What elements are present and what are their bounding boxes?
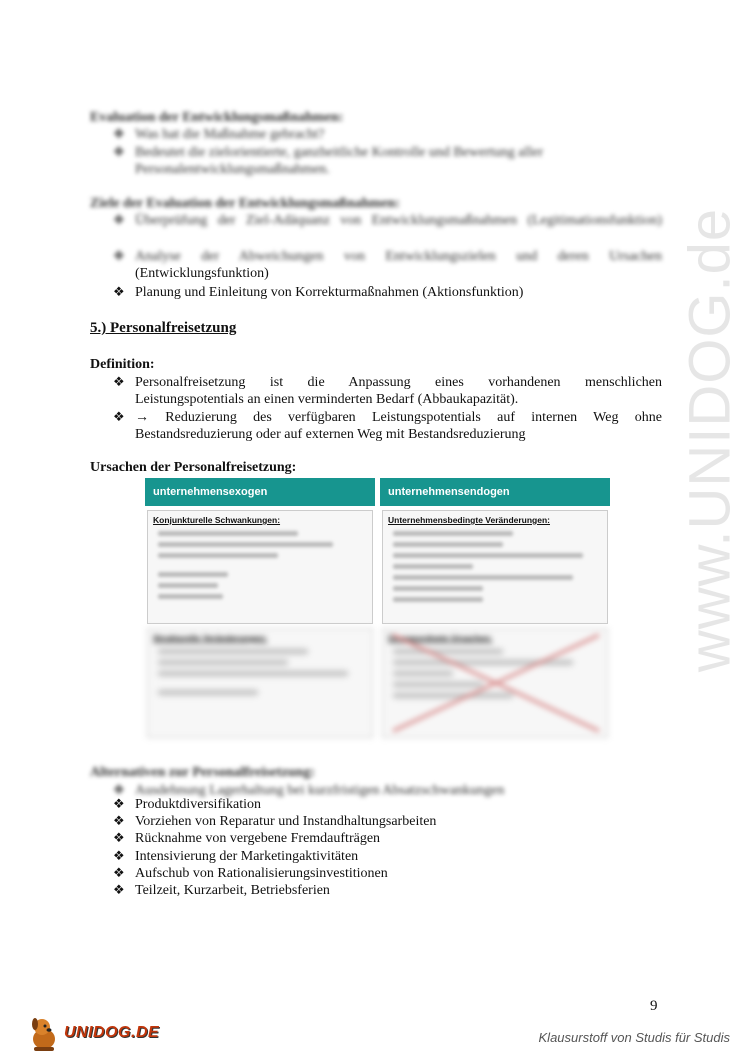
box-title: Unternehmensbedingte Veränderungen:	[388, 515, 550, 525]
exogenous-column	[145, 478, 375, 740]
bullet-icon: ❖	[113, 865, 125, 880]
blurred-item: Was hat die Maßnahme gebracht?	[135, 127, 325, 142]
watermark: www.UNIDOG.de	[677, 207, 743, 673]
definition-line: Bestandsreduzierung oder auf externen Weg mit Bestandsreduzierung	[135, 427, 526, 442]
definition-line: → Reduzierung des verfügbaren Leistungspotentials auf internen Weg ohne	[135, 410, 662, 425]
box-title: Übergeordnete Ursachen:	[388, 633, 493, 643]
cross-out-mark	[383, 629, 609, 737]
bullet-icon: ❖	[113, 830, 125, 845]
bullet-icon: ❖	[113, 882, 125, 897]
tab-exogenous: unternehmensexogen	[145, 478, 375, 506]
box-company-changes	[382, 510, 608, 624]
bullet-icon: ❖	[113, 144, 125, 159]
box-cyclical	[147, 510, 373, 624]
endogenous-column	[380, 478, 610, 740]
bullet-icon: ❖	[113, 813, 125, 828]
bullet-icon: ❖	[113, 782, 125, 797]
bullet-icon: ❖	[113, 248, 125, 263]
blurred-heading-evaluation: Evaluation der Entwicklungsmaßnahmen:	[90, 110, 344, 125]
list-item: Produktdiversifikation	[135, 797, 261, 812]
list-item: Rücknahme von vergebene Fremdaufträgen	[135, 831, 381, 846]
tab-endogenous: unternehmensendogen	[380, 478, 610, 506]
box-title: Strukturelle Veränderungen:	[153, 633, 268, 643]
definition-line: Leistungspotentials an einen verminderten Bedarf (Abbaukapazität).	[135, 392, 519, 407]
blurred-item: Analyse der Abweichungen von Entwicklungszielen und deren Ursachen	[135, 249, 662, 264]
box-title: Konjunkturelle Schwankungen:	[153, 515, 281, 525]
list-item: Intensivierung der Marketingaktivitäten	[135, 849, 359, 864]
blurred-heading-goals: Ziele der Evaluation der Entwicklungsmaßnahmen:	[90, 196, 400, 211]
bullet-icon: ❖	[113, 126, 125, 141]
blurred-heading-alternatives: Alternativen zur Personalfreisetzung:	[90, 765, 315, 780]
continuation-text: (Entwicklungsfunktion)	[135, 266, 269, 281]
causes-figure	[145, 478, 610, 740]
page-number: 9	[650, 998, 658, 1014]
bullet-icon: ❖	[113, 796, 125, 811]
logo-text: UNIDOG.DE	[64, 1024, 160, 1041]
unidog-logo	[26, 1015, 160, 1053]
causes-heading: Ursachen der Personalfreisetzung:	[90, 460, 297, 475]
bullet-icon: ❖	[113, 284, 125, 299]
footer-tagline: Klausurstoff von Studis für Studis	[538, 1030, 730, 1045]
definition-heading: Definition:	[90, 357, 155, 372]
box-crossed-out	[382, 628, 608, 738]
list-item: Planung und Einleitung von Korrekturmaßnahmen (Aktionsfunktion)	[135, 285, 524, 300]
blurred-item: Überprüfung der Ziel-Adäquanz von Entwicklungsmaßnahmen (Legitimationsfunktion)	[135, 213, 662, 228]
definition-line: Personalfreisetzung ist die Anpassung eines vorhandenen menschlichen	[135, 375, 662, 390]
bullet-icon: ❖	[113, 212, 125, 227]
list-item: Vorziehen von Reparatur und Instandhaltungsarbeiten	[135, 814, 437, 829]
list-item: Teilzeit, Kurzarbeit, Betriebsferien	[135, 883, 330, 898]
section-title: 5.) Personalfreisetzung	[90, 320, 237, 336]
bullet-icon: ❖	[113, 374, 125, 389]
bullet-icon: ❖	[113, 848, 125, 863]
blurred-item: Ausdehnung Lagerhaltung bei kurzfristigen Absatzschwankungen	[135, 783, 505, 798]
dog-icon	[26, 1015, 66, 1053]
list-item: Aufschub von Rationalisierungsinvestitionen	[135, 866, 388, 881]
blurred-item: Bedeutet die zielorientierte, ganzheitliche Kontrolle und Bewertung aller Personalentwicklungsmaßnahmen.	[135, 145, 544, 177]
bullet-icon: ❖	[113, 409, 125, 424]
box-structural	[147, 628, 373, 738]
